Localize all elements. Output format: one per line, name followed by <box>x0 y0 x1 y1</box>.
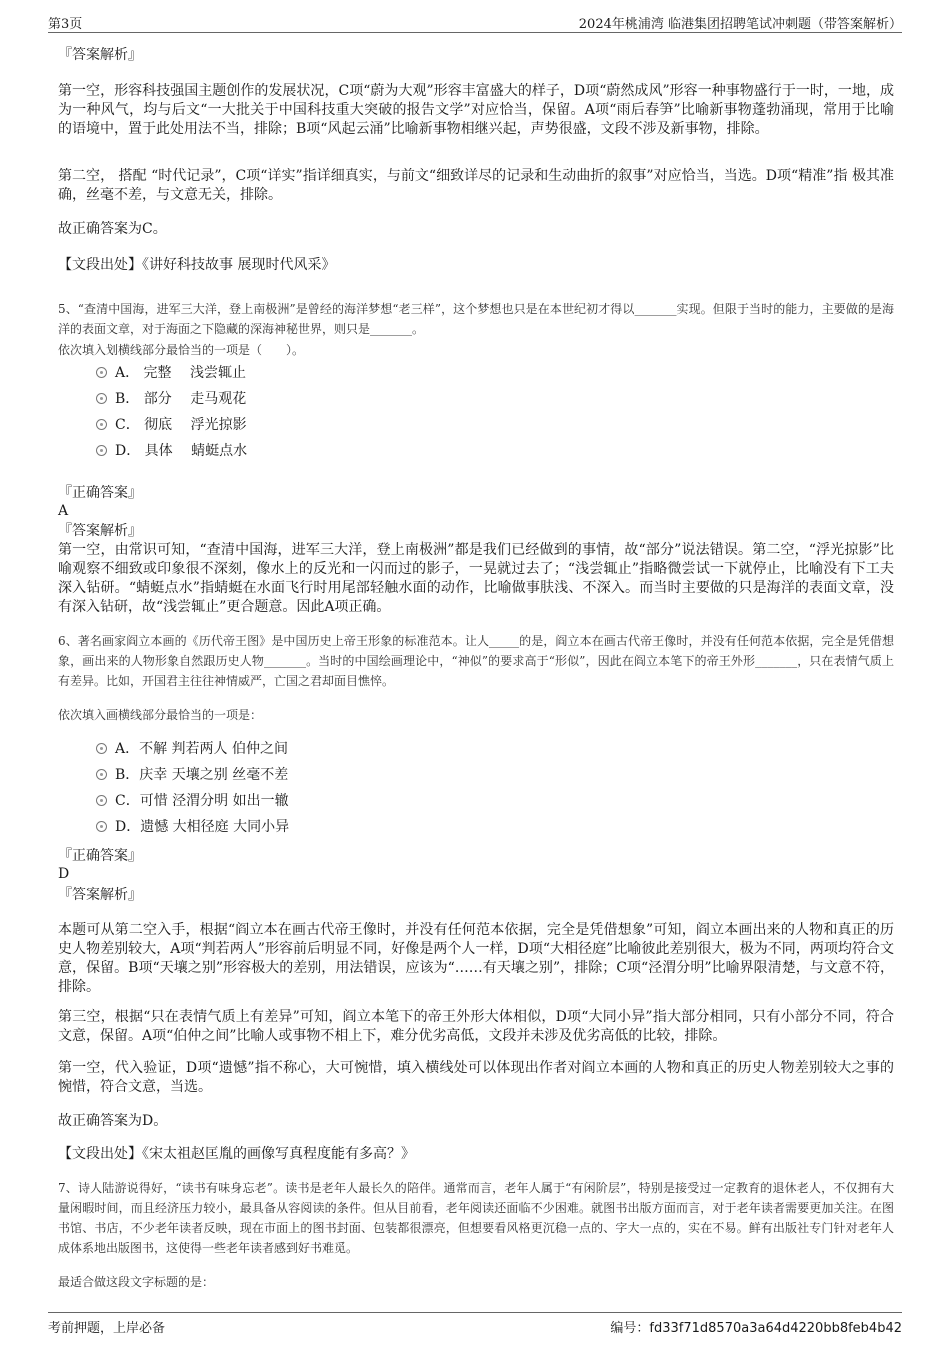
document-title: 2024年桃浦湾 临港集团招聘笔试冲刺题（带答案解析） <box>578 17 902 32</box>
footer-slogan: 考前押题，上岸必备 <box>48 1321 166 1336</box>
q6-option-b[interactable]: B．庆幸 天壤之别 丝毫不差 <box>96 765 288 785</box>
q7-prompt: 最适合做这段文字标题的是： <box>58 1275 215 1289</box>
q6-analysis-para2: 第三空，根据“只在表情气质上有差异”可知，阎立本笔下的帝王外形大体相似，D项“大同小异”指大部分相同，只有小部分不同，符合文意，保留。A项“伯仲之间”比喻人或事物不相上下，难分优劣高低，文段并未涉及优劣高低的比较，排除。 <box>58 1009 894 1044</box>
code-label: 编号： <box>610 1321 650 1336</box>
q4-analysis-para2: 第二空， 搭配 “时代记录”，C项“详实”指详细真实，与前文“细致详尽的记录和生动曲折的叙事”对应恰当，当选。D项“精准”指 极其准确，丝毫不差，与文意无关，排除。 <box>58 168 894 203</box>
radio-icon[interactable] <box>96 821 107 832</box>
radio-icon[interactable] <box>96 743 107 754</box>
q7-stem: 7、诗人陆游说得好，“读书有味身忘老”。读书是老年人最长久的陪伴。通常而言，老年人属于“有闲阶层”，特别是接受过一定教育的退休老人，不仅拥有大量闲暇时间，而且经济压力较小，最具备从容阅读的条件。但从目前看，老年阅读还面临不少困难。就图书出版方面而言，对于老年读者需要更加关注。在图书馆、书店，不少老年读者反映，现在市面上的图书封面、包装都很漂亮，但想要看风格更沉稳一点的、字大一点的，实在不易。鲜有出版社专门针对老年人成体系地出版图书，这使得一些老年读者感到好书难觅。 <box>58 1181 894 1255</box>
document-code <box>610 1317 902 1336</box>
page-number: 第3页 <box>48 17 83 32</box>
q6-correct-label: 『正确答案』 <box>58 848 142 864</box>
q6-prompt: 依次填入画横线部分最恰当的一项是： <box>58 708 263 722</box>
q6-source: 【文段出处】《宋太祖赵匡胤的画像写真程度能有多高？》 <box>58 1146 415 1162</box>
q6-stem: 6、著名画家阎立本画的《历代帝王图》是中国历史上帝王形象的标准范本。让人_____的是，阎立本在画古代帝王像时，并没有任何范本依据，完全是凭借想象，画出来的人物形象自然跟历史人物_______。当时的中国绘画理论中，“神似”的要求高于“形似”，因此在阎立本笔下的帝王外形_______，只在表情气质上有差异。比如，开国君主往往神情威严，亡国之君却面目憔悴。 <box>58 634 894 688</box>
radio-icon[interactable] <box>96 419 107 430</box>
q5-analysis-label: 『答案解析』 <box>58 523 142 539</box>
page-header <box>48 10 902 33</box>
page-footer <box>48 1312 902 1337</box>
q5-analysis: 第一空，由常识可知，“查清中国海，进军三大洋，登上南极洲”都是我们已经做到的事情，故“部分”说法错误。第二空，“浮光掠影”比喻观察不细致或印象很不深刻，像水上的反光和一闪而过的影子，一晃就过去了；“浅尝辄止”指略微尝试一下就停止，比喻没有下工夫深入钻研。“蜻蜓点水”指蜻蜓在水面飞行时用尾部轻触水面的动作，比喻做事肤浅、不深入。而当时主要做的只是海洋的表面文章，没有深入钻研，故“浅尝辄止”更合题意。因此A项正确。 <box>58 542 894 615</box>
radio-icon[interactable] <box>96 795 107 806</box>
q6-option-d[interactable]: D．遗憾 大相径庭 大同小异 <box>96 817 289 837</box>
q6-option-a[interactable]: A．不解 判若两人 伯仲之间 <box>96 739 288 759</box>
q6-option-c[interactable]: C．可惜 泾渭分明 如出一辙 <box>96 791 289 811</box>
q5-stem: 5、“查清中国海，进军三大洋，登上南极洲”是曾经的海洋梦想“老三样”，这个梦想也只是在本世纪初才得以_______实现。但限于当时的能力，主要做的是海洋的表面文章，对于海面之下隐藏的深海神秘世界，则只是_______。 <box>58 302 894 336</box>
q4-conclusion: 故正确答案为C。 <box>58 221 167 237</box>
q5-correct-answer: A <box>58 503 69 519</box>
q6-correct-answer: D <box>58 866 70 882</box>
q5-correct-label: 『正确答案』 <box>58 485 142 501</box>
q4-analysis-label: 『答案解析』 <box>58 47 142 63</box>
q6-analysis-para3: 第一空，代入验证，D项“遗憾”指不称心，大可惋惜，填入横线处可以体现出作者对阎立本画的人物和真正的历史人物差别较大之事的惋惜，符合文意，当选。 <box>58 1060 894 1095</box>
q5-prompt: 依次填入划横线部分最恰当的一项是（ ）。 <box>58 343 305 357</box>
q6-analysis-label: 『答案解析』 <box>58 887 142 903</box>
q6-analysis-para1: 本题可从第二空入手，根据“阎立本在画古代帝王像时，并没有任何范本依据，完全是凭借想象”可知，阎立本画出来的人物和真正的历史人物差别较大，A项“判若两人”形容前后明显不同，好像是两个人一样，D项“大相径庭”比喻彼此差别很大，极为不同，两项均符合文意，保留。B项“天壤之别”形容极大的差别，用法错误，应该为“……有天壤之别”，排除；C项“泾渭分明”比喻界限清楚，与文意不符，排除。 <box>58 922 894 995</box>
radio-icon[interactable] <box>96 367 107 378</box>
q5-option-b[interactable]: B． 部分 走马观花 <box>96 389 246 409</box>
q5-option-d[interactable]: D． 具体 蜻蜓点水 <box>96 441 247 461</box>
q6-conclusion: 故正确答案为D。 <box>58 1113 168 1129</box>
q4-analysis-para1: 第一空，形容科技强国主题创作的发展状况，C项“蔚为大观”形容丰富盛大的样子，D项“蔚然成风”形容一种事物盛行于一时，一地，成为一种风气，均与后文“一大批关于中国科技重大突破的报告文学”对应恰当，保留。A项“雨后春笋”比喻新事物蓬勃涌现，常用于比喻的语境中，置于此处用法不当，排除；B项“风起云涌”比喻新事物相继兴起，声势很盛，文段不涉及新事物，排除。 <box>58 83 894 137</box>
q5-option-c[interactable]: C． 彻底 浮光掠影 <box>96 415 247 435</box>
radio-icon[interactable] <box>96 393 107 404</box>
radio-icon[interactable] <box>96 769 107 780</box>
code-value: fd33f71d8570a3a64d4220bb8feb4b42 <box>649 1321 902 1336</box>
q4-source: 【文段出处】《讲好科技故事 展现时代风采》 <box>58 257 336 273</box>
radio-icon[interactable] <box>96 445 107 456</box>
q5-option-a[interactable]: A． 完整 浅尝辄止 <box>96 363 246 383</box>
